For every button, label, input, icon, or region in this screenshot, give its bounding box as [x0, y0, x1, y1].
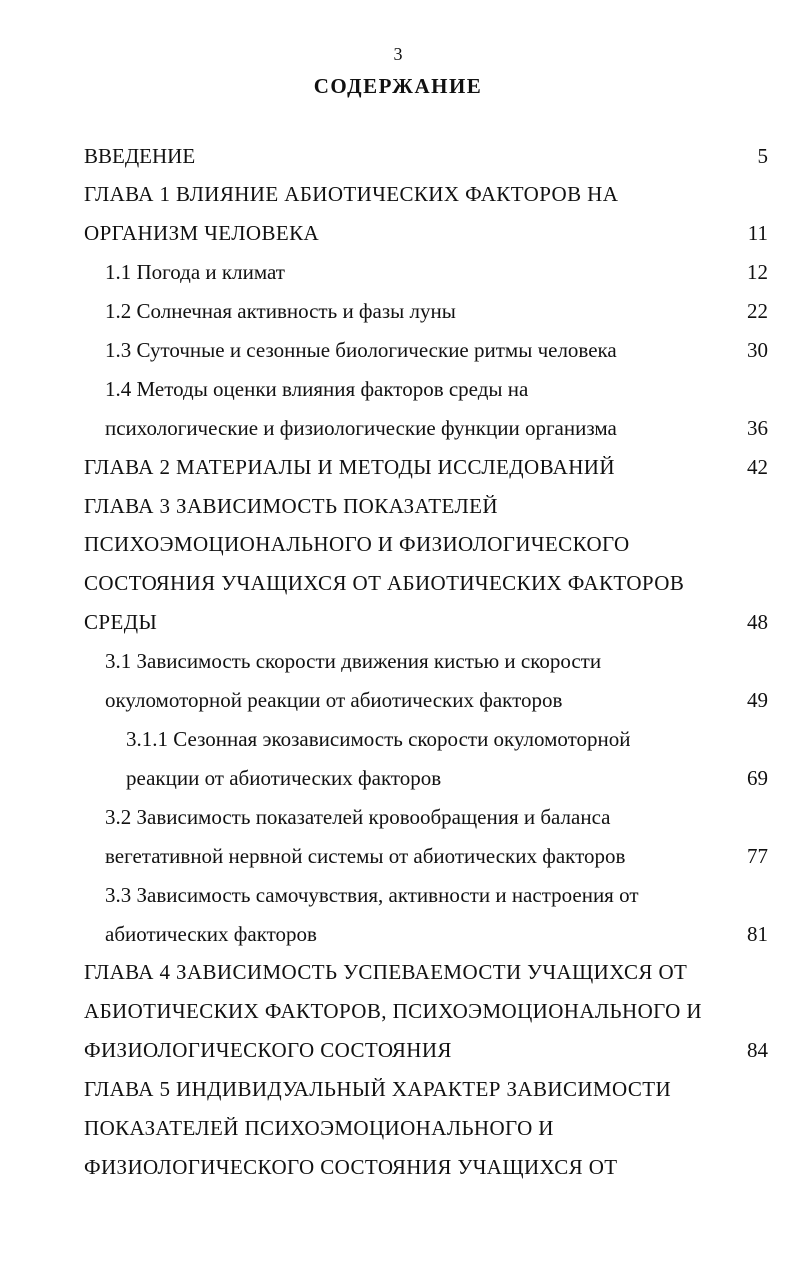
toc-page-number: 12	[747, 260, 768, 284]
toc-entry-text: 1.3 Суточные и сезонные биологические ритмы человека	[105, 338, 617, 362]
toc-entry-text: ВВЕДЕНИЕ	[84, 144, 196, 168]
toc-page-number: 49	[747, 688, 768, 712]
toc-line	[0, 607, 796, 637]
toc-line	[0, 529, 796, 559]
toc-page-number: 11	[747, 221, 768, 245]
toc-entry-text: абиотических факторов	[105, 922, 317, 946]
toc-page-number: 22	[747, 299, 768, 323]
toc-entry-text: вегетативной нервной системы от абиотических факторов	[105, 844, 626, 868]
toc-page-number: 36	[747, 416, 768, 440]
toc-line	[0, 919, 796, 949]
toc-line	[0, 413, 796, 443]
toc-entry-text: АБИОТИЧЕСКИХ ФАКТОРОВ, ПСИХОЭМОЦИОНАЛЬНОГО И	[84, 999, 702, 1023]
toc-entry-text: психологические и физиологические функции организма	[105, 416, 617, 440]
toc-line	[0, 763, 796, 793]
toc-entry-text: ПСИХОЭМОЦИОНАЛЬНОГО И ФИЗИОЛОГИЧЕСКОГО	[84, 532, 630, 556]
toc-entry-text: 3.2 Зависимость показателей кровообращения и баланса	[105, 805, 611, 829]
toc-line	[0, 880, 796, 910]
toc-entry-text: СРЕДЫ	[84, 610, 158, 634]
toc-entry-text: реакции от абиотических факторов	[126, 766, 442, 790]
toc-page-number: 42	[747, 455, 768, 479]
toc-entry-text: ПОКАЗАТЕЛЕЙ ПСИХОЭМОЦИОНАЛЬНОГО И	[84, 1116, 554, 1140]
toc-line	[0, 257, 796, 287]
toc-line	[0, 685, 796, 715]
toc-line	[0, 724, 796, 754]
toc-line	[0, 1152, 796, 1182]
toc-line	[0, 646, 796, 676]
toc-entry-text: 1.1 Погода и климат	[105, 260, 285, 284]
toc-page-number: 48	[747, 610, 768, 634]
toc-entry-text: СОСТОЯНИЯ УЧАЩИХСЯ ОТ АБИОТИЧЕСКИХ ФАКТОРОВ	[84, 571, 685, 595]
toc-page-number: 69	[747, 766, 768, 790]
toc-line	[0, 1035, 796, 1065]
toc-entry-text: 1.4 Методы оценки влияния факторов среды на	[105, 377, 529, 401]
page-number: 3	[393, 44, 403, 64]
toc-line	[0, 141, 796, 171]
toc-entry-text: 1.2 Солнечная активность и фазы луны	[105, 299, 456, 323]
toc-line	[0, 335, 796, 365]
toc-page-number: 30	[747, 338, 768, 362]
toc-entry-text: ГЛАВА 5 ИНДИВИДУАЛЬНЫЙ ХАРАКТЕР ЗАВИСИМОСТИ	[84, 1077, 672, 1101]
toc-page-number: 5	[757, 144, 768, 168]
toc-entry-text: 3.1.1 Сезонная экозависимость скорости окуломоторной	[126, 727, 631, 751]
toc-entry-text: ОРГАНИЗМ ЧЕЛОВЕКА	[84, 221, 320, 245]
toc-entry-text: окуломоторной реакции от абиотических факторов	[105, 688, 563, 712]
toc-page-number: 84	[747, 1038, 768, 1062]
toc-line	[0, 1074, 796, 1104]
toc-line	[0, 802, 796, 832]
toc-entry-text: 3.1 Зависимость скорости движения кистью и скорости	[105, 649, 602, 673]
toc-entry-text: ГЛАВА 4 ЗАВИСИМОСТЬ УСПЕВАЕМОСТИ УЧАЩИХСЯ ОТ	[84, 960, 688, 984]
toc-line	[0, 568, 796, 598]
toc-entry-text: ФИЗИОЛОГИЧЕСКОГО СОСТОЯНИЯ	[84, 1038, 452, 1062]
page-title: СОДЕРЖАНИЕ	[313, 74, 483, 98]
toc-entry-text: ФИЗИОЛОГИЧЕСКОГО СОСТОЯНИЯ УЧАЩИХСЯ ОТ	[84, 1155, 618, 1179]
toc-line	[0, 179, 796, 209]
toc-line	[0, 374, 796, 404]
toc-entry-text: ГЛАВА 3 ЗАВИСИМОСТЬ ПОКАЗАТЕЛЕЙ	[84, 494, 498, 518]
toc-page-number: 81	[747, 922, 768, 946]
toc-entry-text: ГЛАВА 1 ВЛИЯНИЕ АБИОТИЧЕСКИХ ФАКТОРОВ НА	[84, 182, 619, 206]
toc-line	[0, 841, 796, 871]
toc-line	[0, 296, 796, 326]
toc-line	[0, 452, 796, 482]
toc-line	[0, 996, 796, 1026]
toc-page-number: 77	[747, 844, 768, 868]
toc-line	[0, 491, 796, 521]
toc-entry-text: 3.3 Зависимость самочувствия, активности и настроения от	[105, 883, 639, 907]
toc-entry-text: ГЛАВА 2 МАТЕРИАЛЫ И МЕТОДЫ ИССЛЕДОВАНИЙ	[84, 455, 615, 479]
toc-line	[0, 957, 796, 987]
toc-line	[0, 1113, 796, 1143]
toc-line	[0, 218, 796, 248]
